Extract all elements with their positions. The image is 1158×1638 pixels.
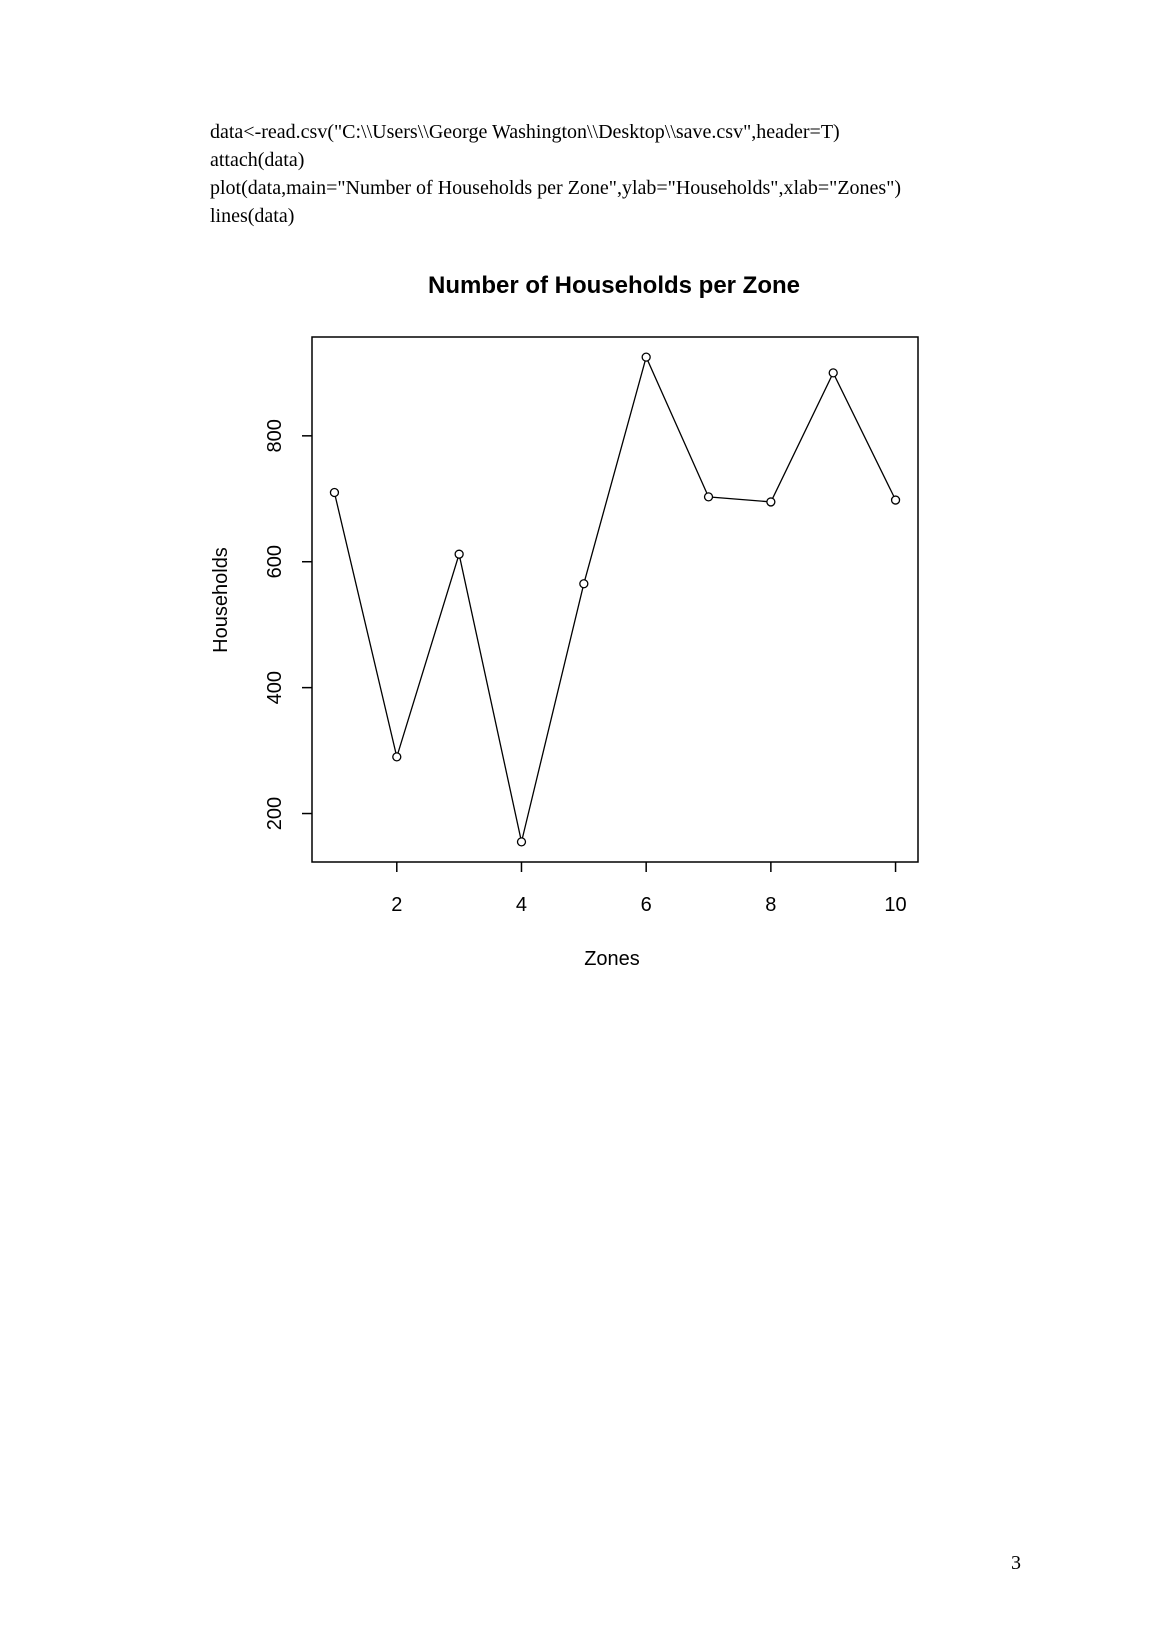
code-line: data<-read.csv("C:\\Users\\George Washington\\Desktop\\save.csv",header=T) <box>210 121 840 143</box>
x-tick-label: 2 <box>391 894 403 916</box>
r-code-block <box>210 118 1090 230</box>
y-tick-label: 800 <box>264 419 286 453</box>
series-line <box>334 357 895 842</box>
data-point <box>580 580 588 588</box>
data-point <box>393 753 401 761</box>
x-axis <box>391 862 906 916</box>
data-point <box>767 498 775 506</box>
y-tick-label: 400 <box>264 670 286 705</box>
data-point <box>892 496 900 504</box>
y-tick-label: 200 <box>264 796 286 831</box>
x-tick-label: 10 <box>884 894 907 916</box>
y-axis-label: Households <box>210 547 232 653</box>
y-axis <box>264 419 312 830</box>
data-point <box>455 550 463 558</box>
x-tick-label: 6 <box>640 894 652 916</box>
code-line: plot(data,main="Number of Households per Zone",ylab="Households",xlab="Zones") <box>210 177 902 199</box>
x-tick-label: 4 <box>515 894 528 916</box>
code-line: lines(data) <box>210 205 295 227</box>
data-point <box>330 488 338 496</box>
data-point <box>829 369 837 377</box>
chart-title: Number of Households per Zone <box>427 272 801 299</box>
data-point <box>705 493 713 501</box>
data-point <box>517 838 525 846</box>
series-households <box>330 353 899 846</box>
x-axis-label: Zones <box>584 948 640 970</box>
households-line-chart <box>200 260 1000 1040</box>
y-tick-label: 600 <box>264 545 286 579</box>
code-line: attach(data) <box>210 149 305 171</box>
x-tick-label: 8 <box>765 894 777 916</box>
page-number: 3 <box>1011 1552 1021 1574</box>
plot-area-frame <box>312 337 918 862</box>
data-point <box>642 353 650 361</box>
